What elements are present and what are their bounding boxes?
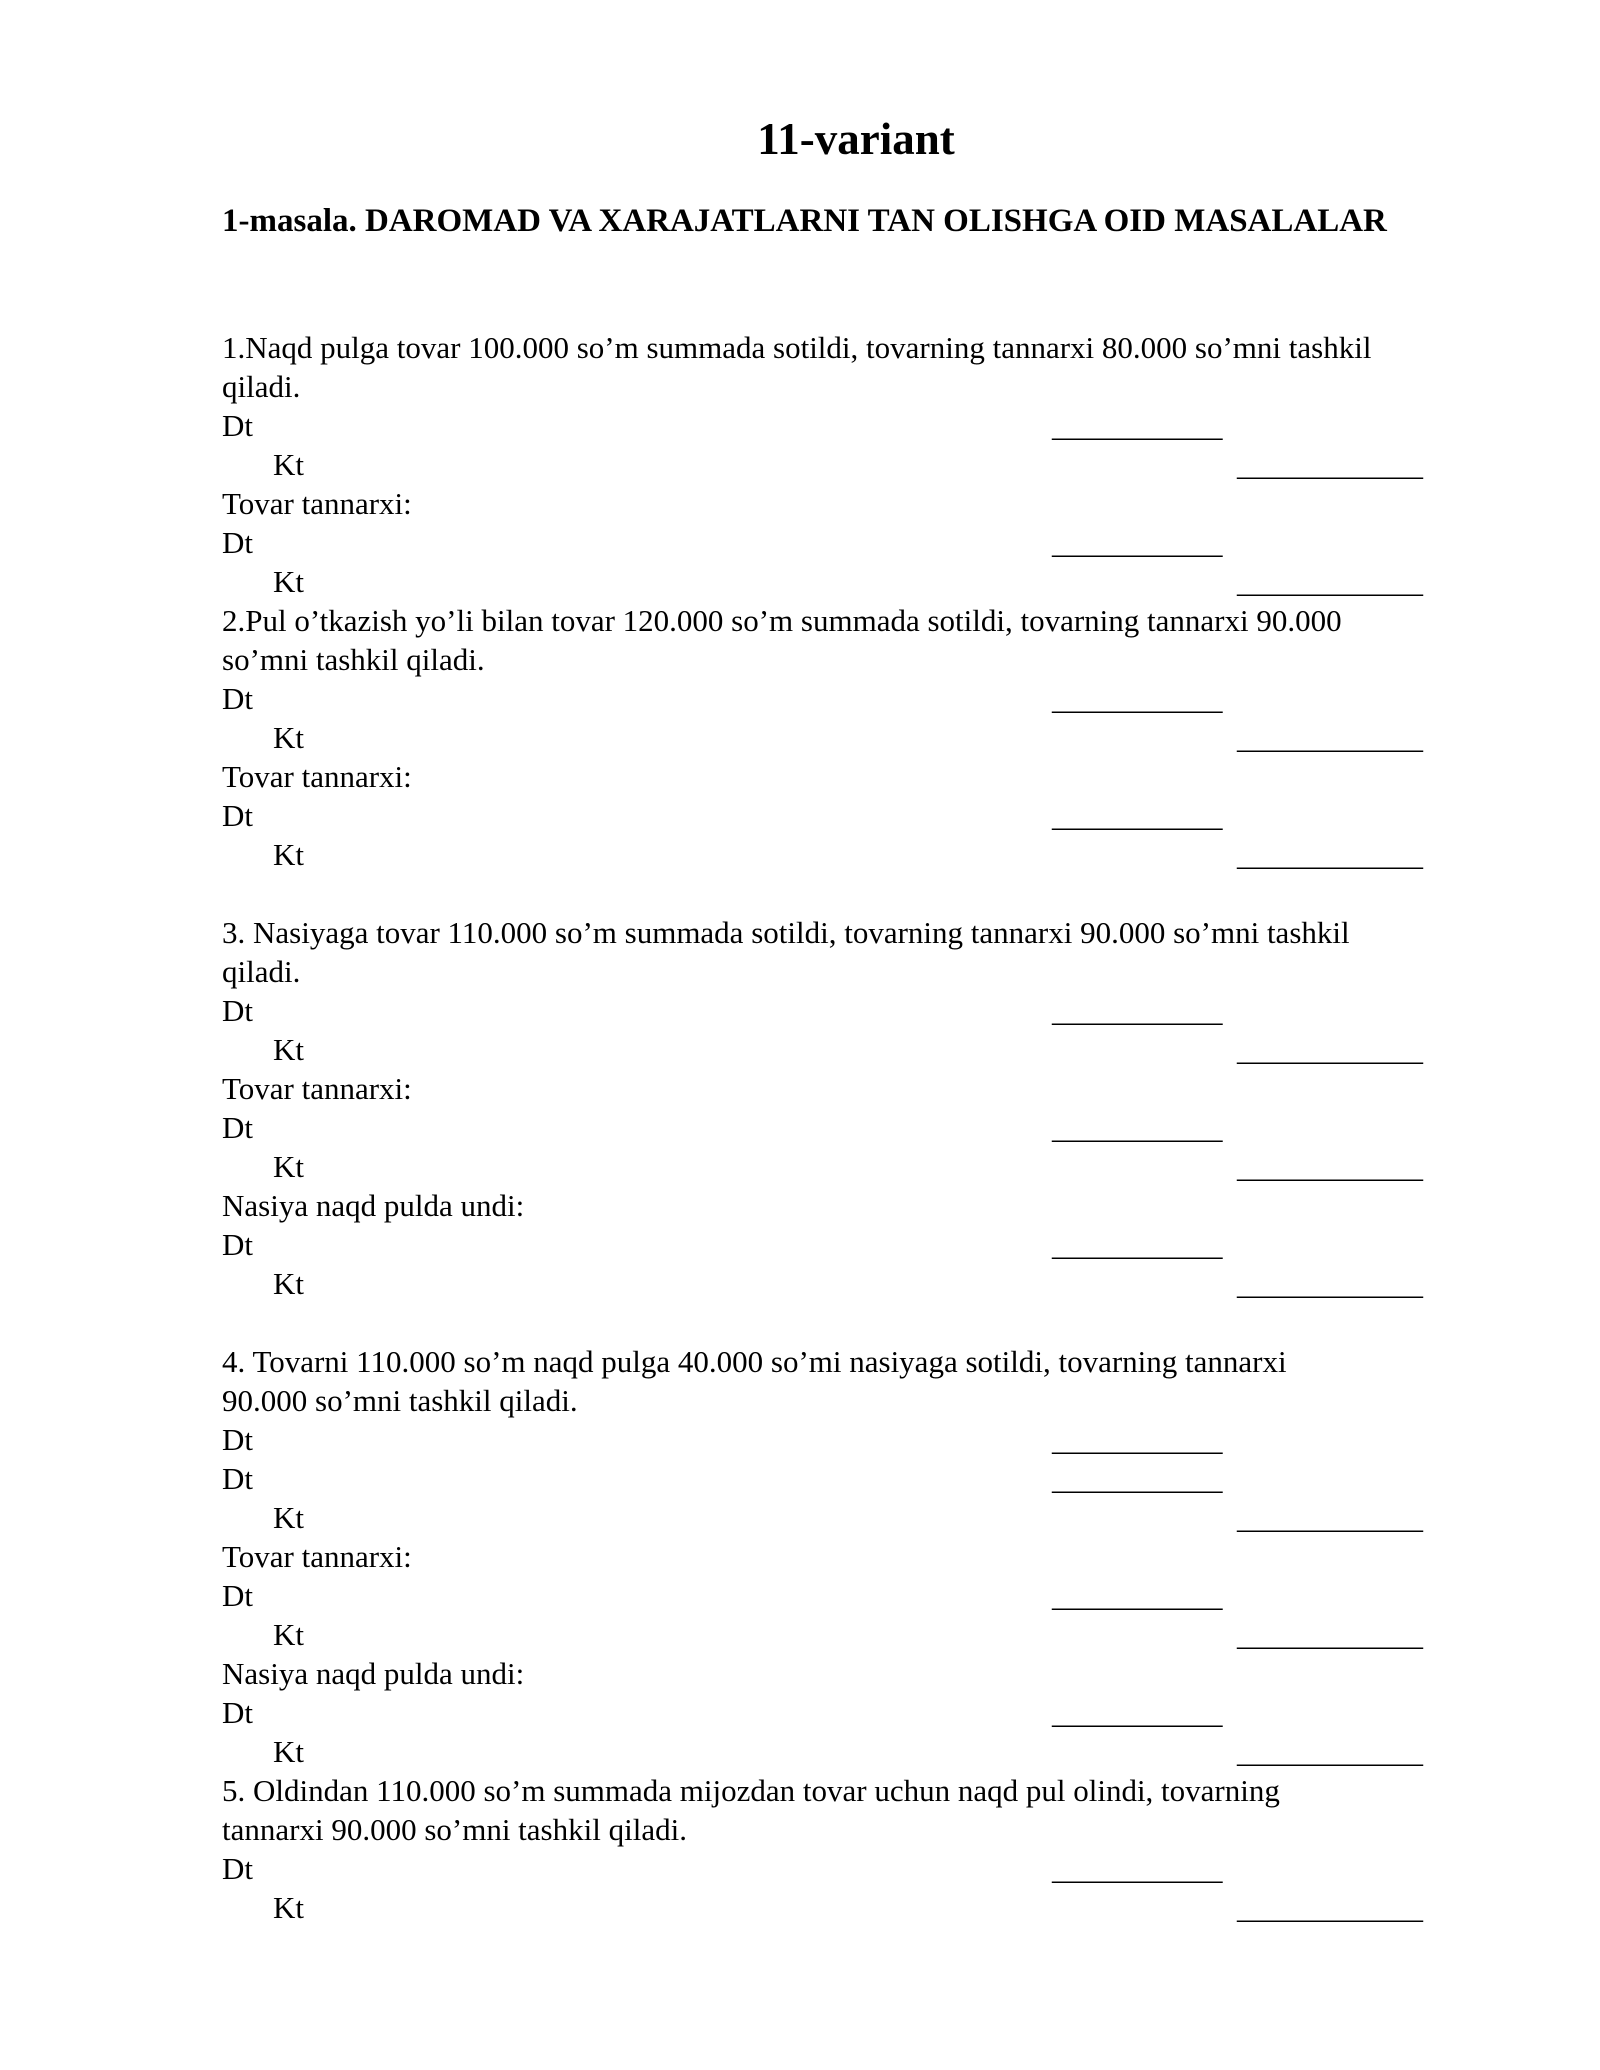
problem-list — [222, 328, 1512, 1927]
nasiya-naqd-label: Nasiya naqd pulda undi: — [222, 1188, 525, 1223]
problem-2-text-line-1: 2.Pul o’tkazish yo’li bilan tovar 120.000 so’m summada sotildi, tovarning tannarxi 90.000 — [222, 603, 1342, 638]
entry-kt-row — [222, 1264, 1512, 1303]
kt-answer-blank[interactable]: ____________ — [1237, 1149, 1423, 1184]
dt-label: Dt — [222, 1578, 253, 1613]
dt-label: Dt — [222, 1422, 253, 1457]
entry-kt-row — [222, 1615, 1512, 1654]
dt-answer-blank[interactable]: ___________ — [1052, 798, 1223, 833]
dt-label: Dt — [222, 1851, 253, 1886]
kt-answer-blank[interactable]: ____________ — [1237, 837, 1423, 872]
problem-1-text-line-1: 1.Naqd pulga tovar 100.000 so’m summada sotildi, tovarning tannarxi 80.000 so’mni tashkil — [222, 330, 1372, 365]
entry-dt-row — [222, 523, 1512, 562]
dt-label: Dt — [222, 1227, 253, 1262]
tovar-tannarxi-label: Tovar tannarxi: — [222, 486, 412, 521]
dt-answer-blank[interactable]: ___________ — [1052, 1851, 1223, 1886]
entry-kt-row — [222, 1888, 1512, 1927]
dt-label: Dt — [222, 1461, 253, 1496]
dt-answer-blank[interactable]: ___________ — [1052, 525, 1223, 560]
kt-answer-blank[interactable]: ____________ — [1237, 1500, 1423, 1535]
kt-answer-blank[interactable]: ____________ — [1237, 1032, 1423, 1067]
nasiya-naqd-label: Nasiya naqd pulda undi: — [222, 1656, 525, 1691]
entry-dt-row — [222, 1459, 1512, 1498]
kt-label: Kt — [273, 1734, 304, 1769]
kt-answer-blank[interactable]: ____________ — [1237, 1890, 1423, 1925]
dt-answer-blank[interactable]: ___________ — [1052, 1695, 1223, 1730]
tovar-tannarxi-label: Tovar tannarxi: — [222, 1539, 412, 1574]
kt-label: Kt — [273, 720, 304, 755]
entry-dt-row — [222, 1849, 1512, 1888]
dt-answer-blank[interactable]: ___________ — [1052, 1578, 1223, 1613]
entry-kt-row — [222, 1147, 1512, 1186]
entry-kt-row — [222, 1030, 1512, 1069]
entry-kt-row — [222, 718, 1512, 757]
paragraph-gap — [222, 874, 1512, 913]
paragraph-gap — [222, 1303, 1512, 1342]
kt-answer-blank[interactable]: ____________ — [1237, 720, 1423, 755]
tovar-tannarxi-label: Tovar tannarxi: — [222, 1071, 412, 1106]
kt-label: Kt — [273, 1149, 304, 1184]
dt-label: Dt — [222, 1110, 253, 1145]
entry-dt-row — [222, 406, 1512, 445]
kt-answer-blank[interactable]: ____________ — [1237, 1617, 1423, 1652]
entry-kt-row — [222, 445, 1512, 484]
entry-dt-row — [222, 1108, 1512, 1147]
entry-kt-row — [222, 1498, 1512, 1537]
problem-5-text-line-1: 5. Oldindan 110.000 so’m summada mijozdan tovar uchun naqd pul olindi, tovarning — [222, 1773, 1280, 1808]
kt-answer-blank[interactable]: ____________ — [1237, 1266, 1423, 1301]
kt-label: Kt — [273, 1032, 304, 1067]
page-title: 11-variant — [757, 114, 955, 164]
problem-4-text-line-2: 90.000 so’mni tashkil qiladi. — [222, 1383, 578, 1418]
dt-label: Dt — [222, 993, 253, 1028]
entry-dt-row — [222, 1693, 1512, 1732]
dt-answer-blank[interactable]: ___________ — [1052, 1422, 1223, 1457]
dt-label: Dt — [222, 408, 253, 443]
kt-label: Kt — [273, 837, 304, 872]
dt-label: Dt — [222, 525, 253, 560]
section-heading: 1-masala. DAROMAD VA XARAJATLARNI TAN OLISHGA OID MASALALAR — [222, 203, 1387, 239]
entry-kt-row — [222, 835, 1512, 874]
kt-answer-blank[interactable]: ____________ — [1237, 1734, 1423, 1769]
dt-answer-blank[interactable]: ___________ — [1052, 1461, 1223, 1496]
problem-3-text-line-2: qiladi. — [222, 954, 301, 989]
kt-label: Kt — [273, 1617, 304, 1652]
problem-2-text-line-2: so’mni tashkil qiladi. — [222, 642, 485, 677]
problem-4-text-line-1: 4. Tovarni 110.000 so’m naqd pulga 40.000 so’mi nasiyaga sotildi, tovarning tannarxi — [222, 1344, 1287, 1379]
kt-label: Kt — [273, 1266, 304, 1301]
kt-label: Kt — [273, 1500, 304, 1535]
dt-label: Dt — [222, 1695, 253, 1730]
dt-label: Dt — [222, 798, 253, 833]
entry-dt-row — [222, 1420, 1512, 1459]
entry-dt-row — [222, 1225, 1512, 1264]
entry-dt-row — [222, 679, 1512, 718]
problem-3-text-line-1: 3. Nasiyaga tovar 110.000 so’m summada sotildi, tovarning tannarxi 90.000 so’mni tashkil — [222, 915, 1350, 950]
dt-answer-blank[interactable]: ___________ — [1052, 1227, 1223, 1262]
dt-answer-blank[interactable]: ___________ — [1052, 993, 1223, 1028]
kt-answer-blank[interactable]: ____________ — [1237, 564, 1423, 599]
entry-kt-row — [222, 562, 1512, 601]
entry-kt-row — [222, 1732, 1512, 1771]
kt-label: Kt — [273, 447, 304, 482]
kt-label: Kt — [273, 564, 304, 599]
entry-dt-row — [222, 991, 1512, 1030]
problem-1-text-line-2: qiladi. — [222, 369, 301, 404]
dt-label: Dt — [222, 681, 253, 716]
entry-dt-row — [222, 1576, 1512, 1615]
dt-answer-blank[interactable]: ___________ — [1052, 1110, 1223, 1145]
kt-label: Kt — [273, 1890, 304, 1925]
entry-dt-row — [222, 796, 1512, 835]
tovar-tannarxi-label: Tovar tannarxi: — [222, 759, 412, 794]
kt-answer-blank[interactable]: ____________ — [1237, 447, 1423, 482]
dt-answer-blank[interactable]: ___________ — [1052, 408, 1223, 443]
dt-answer-blank[interactable]: ___________ — [1052, 681, 1223, 716]
problem-5-text-line-2: tannarxi 90.000 so’mni tashkil qiladi. — [222, 1812, 687, 1847]
